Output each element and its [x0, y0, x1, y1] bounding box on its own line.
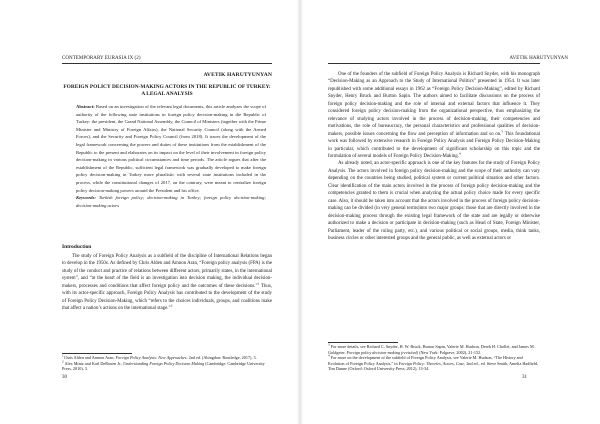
keywords-label: Keywords:: [76, 195, 96, 201]
footnote-title: Foreign Policy: Theories, Actors, Case: [398, 360, 465, 366]
abstract-label: Abstract:: [76, 104, 95, 109]
footnote-title: Foreign policy decision-making (revisited): [346, 349, 419, 355]
running-head-right: AVETIK HARUTYUNYAN: [509, 56, 568, 61]
section-heading-introduction: Introduction: [62, 244, 92, 250]
footnotes-right: [328, 344, 540, 372]
footnote-rule-left: [62, 353, 132, 354]
running-head-left: CONTEMPORARY EURASIA IX (2): [62, 56, 141, 61]
page-number-right: 31: [522, 375, 527, 380]
article-author: AVETIK HARUTYUNYAN: [203, 72, 272, 78]
keywords-text: Turkish foreign policy; decision-making in Turkey; foreign policy decision-making; decision-making actors: [76, 195, 266, 208]
article-title: FOREIGN POLICY DECISION-MAKING ACTORS IN THE REPUBLIC OF TURKEY: A LEGAL ANALYSIS: [63, 84, 271, 97]
footnote-text: Alex Mintz and Karl DeRouen Jr.,: [63, 360, 124, 366]
header-rule-left: [62, 63, 272, 64]
footnote-title: Understanding Foreign Policy Decision Making: [123, 360, 205, 366]
footnote-number: 3: [328, 342, 330, 347]
body-paragraph: As already noted, an actor-specific approach is one of the key features for the study of Foreign Policy Analysis. The actors involved in foreign policy decision-making and the scope of their authority can vary depending on the countries being studied, political system or current political situation and other factors. Clear identification of the main actors involved in the process of foreign policy decision-making and the competencies granted to them is crucial when analyzing the actual policy choice made for every specific case. Also, it should be taken into account that the actors involved in the process of foreign policy decision-making can be divided (in very general terms)into two major groups: those that are directly involved in the decision-making process through the existing legal framework of the state and are legally or otherwise authorized to make a decision or participate in decision-making (such as Head of State, Foreign Minister, Parliament, leader of the ruling party, etc.), and various political or social groups, media, think tanks, business circles or other interested groups and the general public, as well as external actors or: [328, 161, 540, 241]
abstract-block: [76, 103, 266, 209]
body-text-run: Thus, with its actor-specific approach, Foreign Policy Analysis has contributed to the development of the study of Foreign Policy Decision-Making, which “refers to the choices individuals, groups, and coalitions make that affect a nation’s actions on the international stage.”: [62, 283, 272, 312]
footnote-ref[interactable]: 4: [458, 151, 461, 156]
footnote-text: Chris Alden and Amnon Aran,: [63, 355, 116, 360]
footnote-title: Foreign Policy Analysis: New Approaches: [115, 355, 187, 360]
body-text-run: One of the founders of the subfield of Foreign Policy Analysis is Richard Snyder, with his monograph “Decision-Making as an Approach to the Study of International Politics” presented in 1954. It was later republished with some additional essays in 1962 as “Foreign Policy Decision-Making”, edited by Richard Snyder, Henry Bruck and Burton Sapin. The authors aimed to facilitate discussions on the process of foreign policy decision-making and the role of internal and external factors that influence it. They considered foreign policy decision-making from the organizational perspective, thus emphasizing the relevance of studying actors involved in the process of decision-making, their competencies and motivations, the role of bureaucracy, the personal characteristics and professional qualities of decision-makers, possible issues concerning the flow and perception of information and so on.: [328, 72, 540, 137]
footnote-number: 4: [328, 353, 330, 358]
footnote-number: 1: [62, 353, 64, 358]
body-paragraph: [62, 253, 272, 313]
footnote-text: For more details, see Richard C. Snyder, H. W. Bruck, Burton Sapin, Valerie M. Hudson, Derek H. Chollet, and James M. Goldgeier.: [328, 344, 535, 355]
footnote-text: (New York: Palgrave, 2002), 21-152.: [418, 349, 482, 355]
abstract-paragraph: [76, 103, 266, 194]
footnote-ref[interactable]: 3: [501, 129, 504, 133]
body-paragraph: [328, 71, 540, 160]
footnote-rule-right: [328, 342, 398, 343]
header-rule-right: [328, 63, 540, 64]
footnote-3: [328, 344, 540, 355]
page-number-left: 30: [62, 375, 67, 380]
footnote-text: , 2nd ed., ed. Steve Smith, Amelia Hadfield, Tim Dunne (Oxford: Oxford University Press, 2012), 13-34.: [328, 360, 539, 372]
footnote-2: [62, 361, 272, 372]
footnote-ref[interactable]: 2: [170, 303, 173, 308]
footnote-ref[interactable]: 1: [257, 281, 260, 286]
footnote-text: (Cambridge: Cambridge University Press, 2010), 3.: [62, 360, 265, 372]
right-page: [300, 0, 600, 424]
footnote-text: . 2nd ed. (Abingdon: Routledge, 2017), 3.: [186, 355, 257, 360]
body-text-left: [62, 253, 272, 313]
body-text-run: This foundational work was followed by extensive research in Foreign Policy Analysis and Foreign Policy Decision-Making in particular, which contributed to the development of significant scholarship on this topic and the formulation of several models of Foreign Policy Decision-Making.: [328, 131, 540, 159]
footnotes-left: [62, 355, 272, 372]
footnote-number: 2: [62, 359, 64, 364]
footnote-4: [328, 355, 540, 372]
body-text-right: [328, 71, 540, 242]
footnote-text: For more on the development of the subfield of Foreign Policy Analysis, see Valerie M. Hudson, “The History and Evolution of Foreign Policy Analysis,” in: [328, 355, 523, 366]
keywords-paragraph: [76, 194, 266, 209]
abstract-text: Based on an investigation of the relevant legal documents, this article analyzes the scope of authority of the following state institutions in foreign policy decision-making in the Republic of Turkey: the president, the Grand National Assembly, the Council of Ministers (together with the Prime Minister and Ministry of Foreign Affairs), the National Security Council (along with the Armed Forces), and the Security and Foreign Policy Council (from 2018). It traces the development of the legal framework concerning the powers and duties of these institutions from the establishment of the Republic to the present and elaborates on its impact on the level of their involvement in foreign policy decision-making in various political circumstances and time periods. The article argues that after the establishment of the Republic, sufficient legal framework was gradually developed to make foreign policy decision-making in Turkey more pluralistic with several state institutions included in the process, while the constitutional changes of 2017, on the contrary, were meant to centralize foreign policy decision-making powers around the President and his office.: [76, 104, 266, 193]
body-text-run: The study of Foreign Policy Analysis as a subfield of the discipline of International Relations began to develop in the 1950s. As defined by Chris Alden and Amnon Aran, “Foreign policy analysis (FPA) is the study of the conduct and practice of relations between different actors, primarily states, in the international system”, and “at the heart of the field is an investigation into decision making, the individual decision-makers, processes and conditions that affect foreign policy and the outcomes of these decisions.”: [62, 254, 272, 289]
